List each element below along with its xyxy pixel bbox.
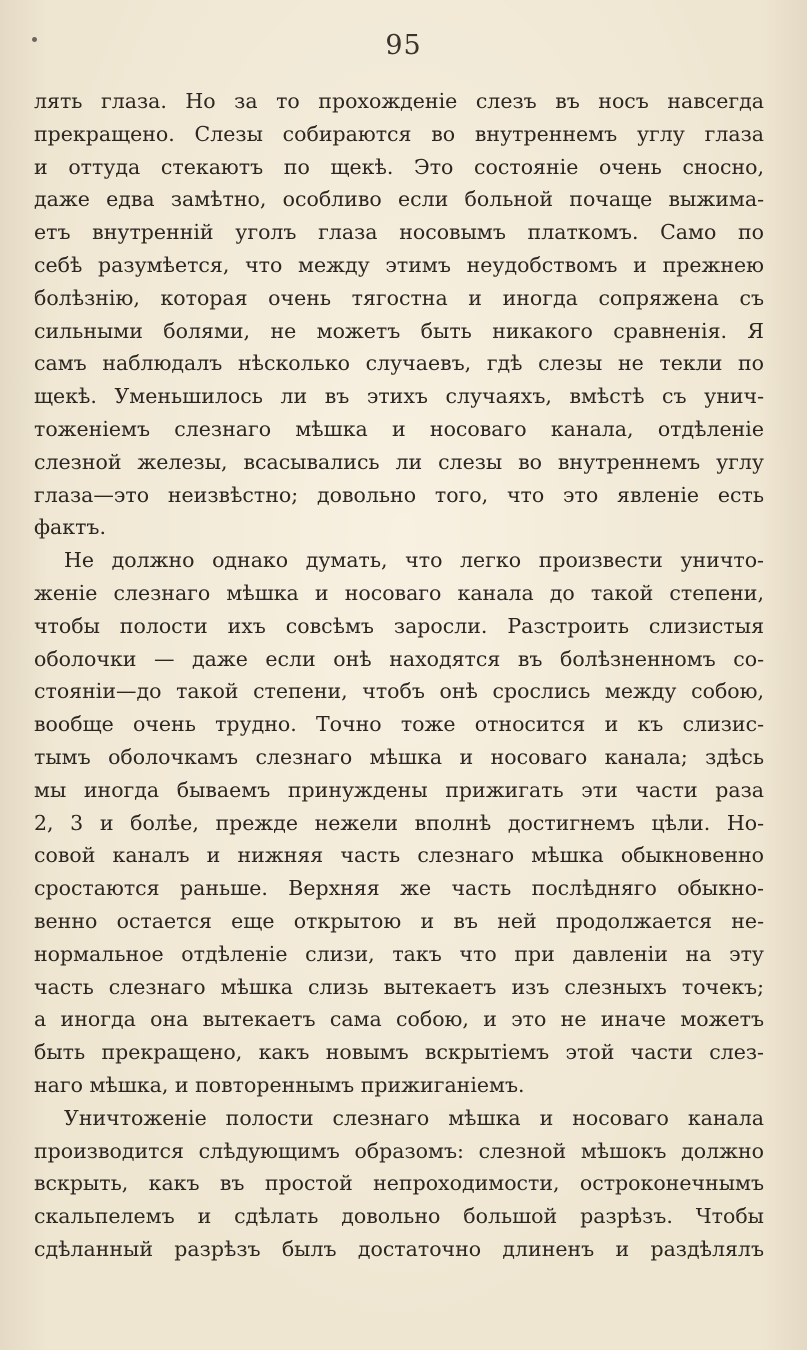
text-line: сростаются раньше. Верхняя же часть послѣдняго обыкно-	[34, 876, 764, 901]
text-line: себѣ разумѣется, что между этимъ неудобствомъ и прежнею	[34, 252, 764, 277]
text-line: тымъ оболочкамъ слезнаго мѣшка и носоваго канала; здѣсь	[34, 744, 764, 769]
text-line: скальпелемъ и сдѣлать довольно большой разрѣзъ. Чтобы	[34, 1204, 764, 1229]
text-line: наго мѣшка, и повтореннымъ прижиганіемъ.	[34, 1072, 525, 1097]
text-line: а иногда она вытекаетъ сама собою, и это не иначе можетъ	[34, 1007, 764, 1032]
paragraph-first-line: Уничтоженіе полости слезнаго мѣшка и носоваго канала	[64, 1105, 764, 1130]
text-line: производится слѣдующимъ образомъ: слезной мѣшокъ должно	[34, 1138, 764, 1163]
text-line: сильными болями, не можетъ быть никакого сравненія. Я	[34, 318, 764, 343]
body-text	[34, 85, 764, 1266]
text-line: прекращено. Слезы собираются во внутреннемъ углу глаза	[34, 121, 764, 146]
text-line: етъ внутренній уголъ глаза носовымъ платкомъ. Само по	[34, 220, 764, 245]
page-number: 95	[385, 30, 422, 61]
text-line: мы иногда бываемъ принуждены прижигать эти части раза	[34, 777, 764, 802]
text-line: часть слезнаго мѣшка слизь вытекаетъ изъ слезныхъ точекъ;	[34, 974, 764, 999]
text-line: слезной железы, всасывались ли слезы во внутреннемъ углу	[34, 449, 764, 474]
text-line: женіе слезнаго мѣшка и носоваго канала до такой степени,	[34, 580, 764, 605]
text-line: сдѣланный разрѣзъ былъ достаточно длиненъ и раздѣлялъ	[34, 1236, 764, 1261]
text-line: совой каналъ и нижняя часть слезнаго мѣшка обыкновенно	[34, 843, 764, 868]
text-line: тоженіемъ слезнаго мѣшка и носоваго канала, отдѣленіе	[34, 416, 764, 441]
text-line: стояніи—до такой степени, чтобъ онѣ срослись между собою,	[34, 679, 764, 704]
text-line: глаза—это неизвѣстно; довольно того, что это явленіе есть	[34, 482, 764, 507]
text-line: болѣзнію, которая очень тягостна и иногда сопряжена съ	[34, 285, 764, 310]
text-line: оболочки — даже если онѣ находятся въ болѣзненномъ со-	[34, 646, 764, 671]
text-line: вскрыть, какъ въ простой непроходимости, остроконечнымъ	[34, 1171, 764, 1196]
text-line: и оттуда стекаютъ по щекѣ. Это состояніе очень сносно,	[34, 154, 764, 179]
text-line: быть прекращено, какъ новымъ вскрытіемъ этой части слез-	[34, 1040, 764, 1065]
text-line: лять глаза. Но за то прохожденіе слезъ въ носъ навсегда	[34, 89, 764, 113]
text-line: вообще очень трудно. Точно тоже относится и къ слизис-	[34, 712, 764, 737]
text-line: самъ наблюдалъ нѣсколько случаевъ, гдѣ слезы не текли по	[34, 351, 764, 376]
text-line: щекѣ. Уменьшилось ли въ этихъ случаяхъ, вмѣстѣ съ унич-	[34, 384, 764, 409]
text-line: даже едва замѣтно, особливо если больной почаще выжима-	[34, 187, 764, 212]
text-line: нормальное отдѣленіе слизи, такъ что при давленіи на эту	[34, 941, 764, 966]
text-line: чтобы полости ихъ совсѣмъ заросли. Разстроить слизистыя	[34, 613, 764, 638]
text-line: фактъ.	[34, 515, 106, 540]
text-line: венно остается еще открытою и въ ней продолжается не-	[34, 908, 764, 933]
text-line: 2, 3 и болѣе, прежде нежели вполнѣ достигнемъ цѣли. Но-	[34, 810, 764, 835]
paragraph-first-line: Не должно однако думать, что легко произвести уничто-	[64, 548, 764, 573]
